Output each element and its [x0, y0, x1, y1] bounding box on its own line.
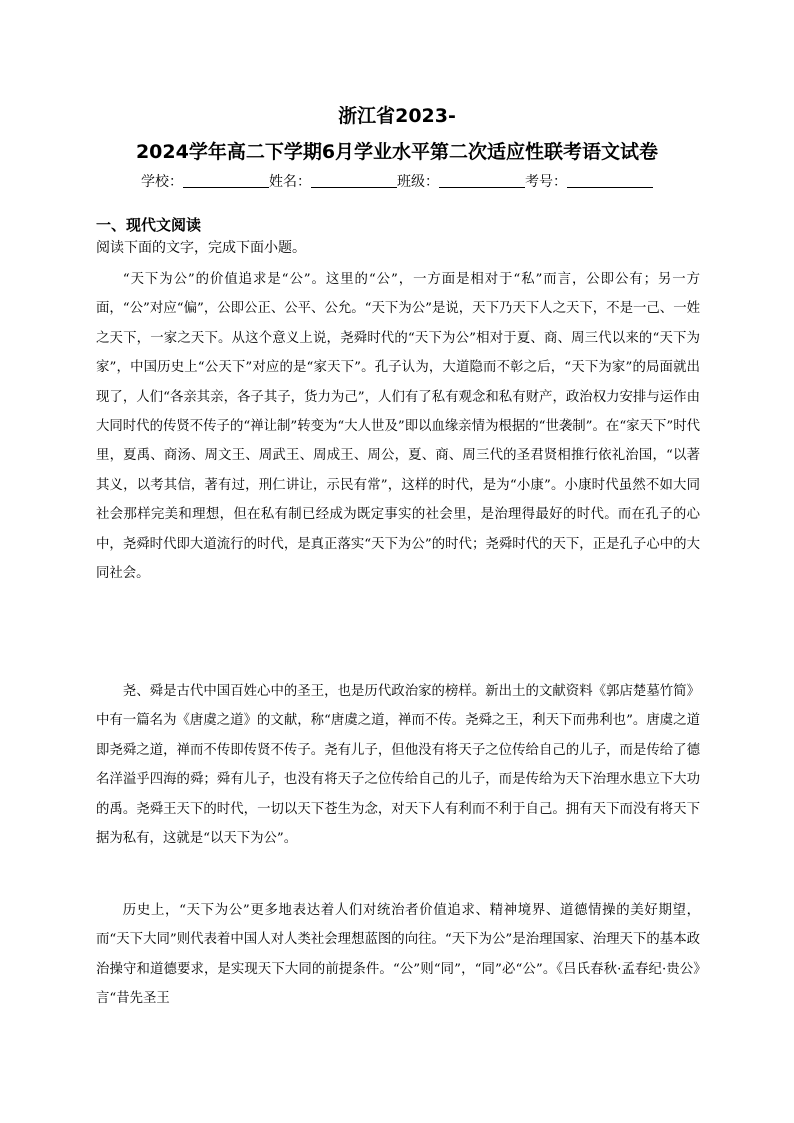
school-label: 学校： [141, 174, 183, 190]
name-label: 姓名： [269, 174, 311, 190]
passage-paragraph-3 [96, 896, 700, 1014]
exam-number-blank [567, 173, 653, 188]
reading-instruction: 阅读下面的文字，完成下面小题。 [96, 240, 306, 256]
school-blank [183, 173, 269, 188]
student-info-row [0, 171, 794, 191]
class-blank [439, 173, 525, 188]
paragraph-text: “天下为公”的价值追求是“公”。这里的“公”，一方面是相对于“私”而言，公即公有；另一方面，“公”对应“偏”，公即公正、公平、公允。“天下为公”是说，天下乃天下人之天下，不是一己、一姓之天下，一家之天下。从这个意义上说，尧舜时代的“天下为公”相对于夏、商、周三代以来的“天下为家”，中国历史上“公天下”对应的是“家天下”。孔子认为，大道隐而不彰之后，“天下为家”的局面就出现了，人们“各亲其亲，各子其子，货力为己”，人们有了私有观念和私有财产，政治权力安排与运作由大同时代的传贤不传子的“禅让制”转变为“大人世及”即以血缘亲情为根据的“世袭制”。在“家天下”时代里，夏禹、商汤、周文王、周武王、周成王、周公，夏、商、周三代的圣君贤相推行依礼治国，“以著其义，以考其信，著有过，刑仁讲让，示民有常”，这样的时代，是为“小康”。小康时代虽然不如大同社会那样完美和理想，但在私有制已经成为既定事实的社会里，是治理得最好的时代。而在孔子的心中，尧舜时代即大道流行的时代，是真正落实“天下为公”的时代；尧舜时代的天下，正是孔子心中的大同社会。 [96, 272, 700, 582]
exam-title-line-2: 2024学年高二下学期6月学业水平第二次适应性联考语文试卷 [135, 141, 659, 163]
class-label: 班级： [397, 174, 439, 190]
exam-title-line-1: 浙江省2023- [338, 105, 456, 127]
paragraph-text: 历史上，“天下为公”更多地表达着人们对统治者价值追求、精神境界、道德情操的美好期望，而“天下大同”则代表着中国人对人类社会理想蓝图的向往。“天下为公”是治理国家、治理天下的基本政治操守和道德要求，是实现天下大同的前提条件。“公”则“同”，“同”必“公”。《吕氏春秋·孟春纪·贵公》言“昔先圣王 [96, 903, 700, 1007]
passage-paragraph-1 [96, 265, 700, 588]
name-blank [311, 173, 397, 188]
exam-number-label: 考号： [525, 174, 567, 190]
section-heading: 一、现代文阅读 [96, 216, 202, 234]
paragraph-text: 尧、舜是古代中国百姓心中的圣王，也是历代政治家的榜样。新出土的文献资料《郭店楚墓竹简》中有一篇名为《唐虞之道》的文献，称“唐虞之道，禅而不传。尧舜之王，利天下而弗利也”。唐虞之道即尧舜之道，禅而不传即传贤不传子。尧有儿子，但他没有将天子之位传给自己的儿子，而是传给了德名洋溢乎四海的舜；舜有儿子，也没有将天子之位传给自己的儿子，而是传给为天下治理水患立下大功的禹。尧舜王天下的时代，一切以天下苍生为念，对天下人有利而不利于自己。拥有天下而没有将天下据为私有，这就是“以天下为公”。 [96, 684, 700, 847]
passage-paragraph-2 [96, 677, 700, 853]
